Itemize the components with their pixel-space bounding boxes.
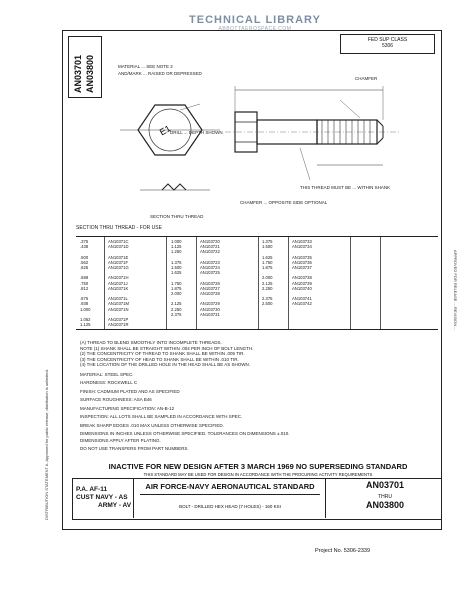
custodian-navy: CUST NAVY - AS bbox=[76, 494, 128, 501]
an-number-to: AN03800 bbox=[365, 500, 405, 510]
left-margin-text: DISTRIBUTION STATEMENT A. Approved for public release; distribution is unlimited. bbox=[44, 369, 49, 520]
watermark-subtitle: ABBOTTAEROSPACE.COM bbox=[218, 26, 292, 32]
side-an-primary: AN03701 bbox=[73, 54, 83, 93]
an-thru-label: THRU bbox=[378, 494, 392, 500]
table-col-l2: 1.000 1.125 1.250 1.375 1.500 1.625 1.750 1.875 2.000 2.125 2.250 2.375 bbox=[171, 239, 182, 317]
fed-class-box bbox=[340, 34, 435, 54]
note-line: MANUFACTURING SPECIFICATION: AN-B-12 bbox=[80, 405, 175, 411]
note-line: NOTE (1) SHANK SHALL BE STRAIGHT WITHIN .004 PER INCH OF BOLT LENGTH. bbox=[80, 345, 254, 351]
standard-usage-note: THIS STANDARD MAY BE USED FOR DESIGN IN ACCORDANCE WITH THE PROCURING ACTIVITY REQUIREMENTS bbox=[143, 472, 373, 477]
note-line: MATERIAL: STEEL SPEC. bbox=[80, 371, 134, 377]
part-number-table bbox=[76, 236, 438, 330]
table-heading: SECTION THRU THREAD - FOR USE bbox=[76, 225, 162, 231]
label-thread-note: THIS THREAD MUST BE ... WITHIN SHANK bbox=[300, 185, 391, 190]
standard-title: AIR FORCE-NAVY AERONAUTICAL STANDARD bbox=[145, 482, 315, 491]
bolt-drawing bbox=[100, 60, 435, 220]
project-number: Project No. 5306-2339 bbox=[315, 548, 371, 554]
fed-class-number: 5306 bbox=[381, 43, 394, 49]
label-chamfer-bottom: CHAMFER ... OPPOSITE SIDE OPTIONAL bbox=[240, 200, 328, 205]
note-line: (4) THE LOCATION OF THE DRILLED HOLE IN THE HEAD SHALL BE AS SHOWN. bbox=[80, 362, 251, 367]
right-margin-text: APPROVED FOR RELEASE ... REVISION ... bbox=[453, 250, 458, 331]
note-line: (2) THE CONCENTRICITY OF THREAD TO SHANK SHALL BE WITHIN .005 TIR. bbox=[80, 351, 245, 356]
bolt-description: BOLT - DRILLED HEX HEAD (7 HOLES) - 160 KSI bbox=[179, 504, 281, 509]
inactive-notice: INACTIVE FOR NEW DESIGN AFTER 3 MARCH 1969 NO SUPERSEDING STANDARD bbox=[108, 462, 408, 471]
watermark-title: TECHNICAL LIBRARY bbox=[189, 14, 321, 26]
side-an-secondary: AN03800 bbox=[85, 54, 95, 93]
note-line: DIMENSIONS APPLY AFTER PLATING. bbox=[80, 437, 161, 443]
label-section: SECTION THRU THREAD bbox=[150, 214, 204, 219]
note-line: HARDNESS: ROCKWELL C bbox=[80, 380, 138, 385]
note-line: DIMENSIONS IN INCHES UNLESS OTHERWISE SPECIFIED. TOLERANCES ON DIMENSIONS ±.010. bbox=[80, 431, 290, 436]
head-marking: E1 bbox=[157, 123, 173, 138]
note-line: (A) THREAD TO BLEND SMOOTHLY INTO INCOMPLETE THREADS. bbox=[80, 340, 222, 345]
table-col-part3: AN103733 AN103734 AN103735 AN103736 AN103737 AN103738 AN103739 AN103740 AN103741 AN103742 bbox=[292, 239, 312, 307]
thread-section-sketch bbox=[162, 184, 186, 190]
fed-sup-class-label: FED SUP CLASS bbox=[367, 37, 408, 43]
label-material: MATERIAL ... SEE NOTE 2 bbox=[118, 64, 173, 69]
label-and-mark: AND/MARK ... RAISED OR DEPRESSED bbox=[118, 71, 202, 76]
preparing-activity: P.A. AF-11 bbox=[76, 486, 108, 493]
side-identifier-box bbox=[68, 36, 102, 98]
label-drill: DRILL ... DEPTH SHOWN bbox=[170, 130, 223, 135]
label-chamfer-top: CHAMFER bbox=[355, 76, 378, 81]
note-line: BREAK SHARP EDGES .010 MAX UNLESS OTHERWISE SPECIFIED. bbox=[80, 422, 224, 428]
activity-block bbox=[72, 478, 134, 518]
table-col-part1: AN10371C AN10371D AN10371E AN10371F AN10371G AN10371H AN10371J AN10371K AN10371L AN10371M AN10371N AN10371P AN10371R bbox=[108, 239, 129, 328]
table-col-l3: 1.375 1.500 1.625 1.750 1.875 2.000 2.125 2.250 2.375 2.500 bbox=[262, 239, 273, 307]
note-line: (3) THE CONCENTRICITY OF HEAD TO SHANK SHALL BE WITHIN .010 TIR. bbox=[80, 356, 239, 362]
custodian-army: ARMY - AV bbox=[98, 502, 132, 509]
table-col-part2: AN103720 AN103721 AN103722 AN103723 AN103724 AN103725 AN103726 AN103727 AN103728 AN103729 AN103730 AN103731 bbox=[200, 239, 220, 317]
note-line: INSPECTION: ALL LOTS SHALL BE SAMPLED IN ACCORDANCE WITH SPEC. bbox=[80, 414, 243, 419]
note-line: SURFACE ROUGHNESS: ASA B46 bbox=[80, 397, 152, 402]
an-number-from: AN03701 bbox=[365, 480, 405, 490]
note-line: DO NOT USE TRANSFERS FROM PART NUMBERS. bbox=[80, 446, 189, 451]
table-col-l1: .375 .438 .500 .562 .625 .688 .750 .812 .875 .938 1.000 1.062 1.125 bbox=[80, 239, 91, 328]
note-line: FINISH: CADMIUM PLATED AND AS SPECIFIED bbox=[80, 388, 180, 394]
notes-block bbox=[80, 340, 430, 452]
